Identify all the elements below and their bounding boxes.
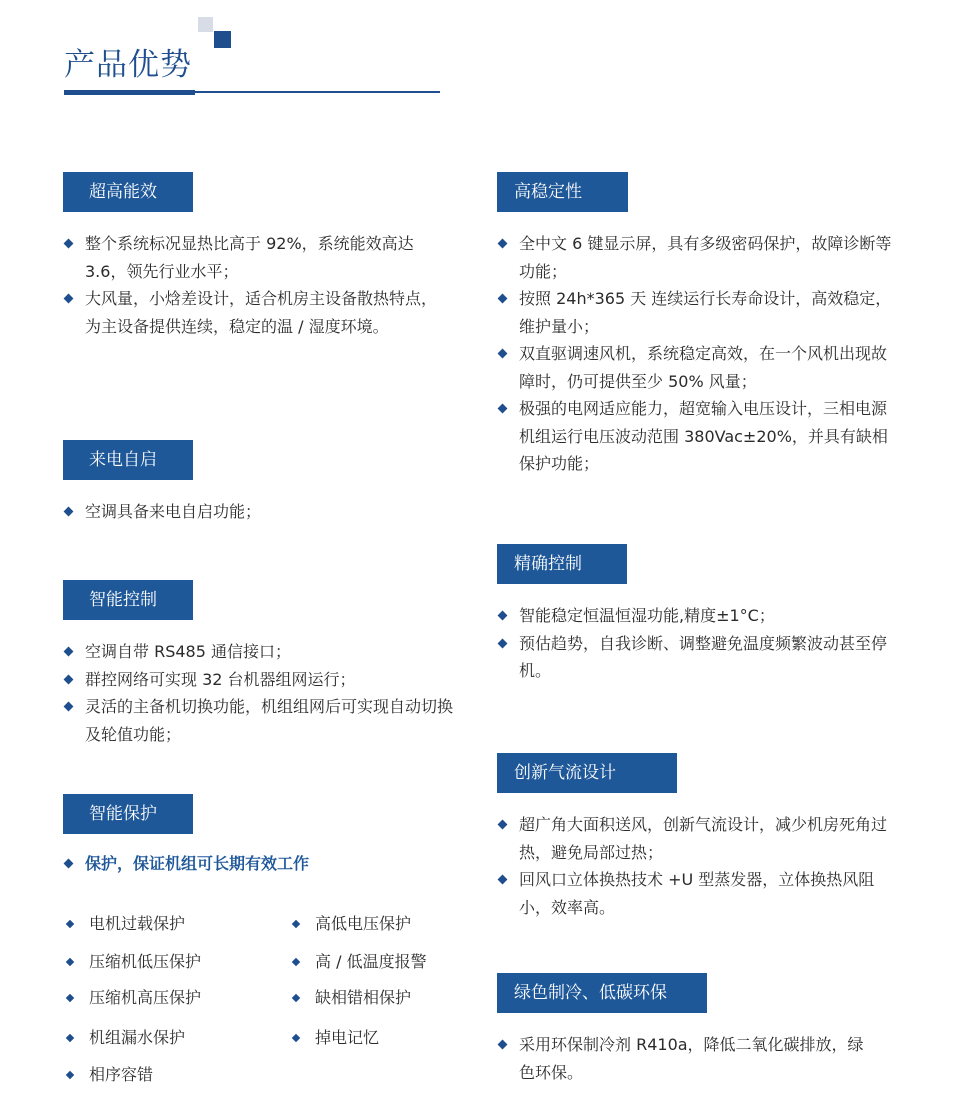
bullet-list	[63, 498, 448, 526]
list-item: 双直驱调速风机，系统稳定高效，在一个风机出现故障时，仍可提供至少 50% 风量；	[497, 340, 892, 395]
bullet-list	[63, 850, 463, 878]
protection-item: 高 / 低温度报警	[289, 951, 427, 973]
section-stability	[497, 172, 897, 478]
diamond-bullet-icon	[292, 958, 300, 966]
diamond-bullet-icon	[66, 1034, 74, 1042]
list-item: 整个系统标况显热比高于 92%，系统能效高达 3.6，领先行业水平；	[63, 230, 448, 285]
diamond-bullet-icon	[292, 994, 300, 1002]
protection-item: 电机过载保护	[63, 913, 185, 935]
list-item: 空调自带 RS485 通信接口；	[63, 638, 463, 666]
protection-item: 缺相错相保护	[289, 987, 411, 1009]
section-smart-control	[63, 580, 473, 748]
section-smart-protection	[63, 794, 473, 878]
list-item: 大风量，小焓差设计，适合机房主设备散热特点，为主设备提供连续，稳定的温 / 湿度环境。	[63, 285, 448, 340]
bullet-list	[497, 230, 892, 478]
bullet-list	[63, 638, 463, 748]
protection-item: 相序容错	[63, 1064, 153, 1086]
diamond-bullet-icon	[64, 859, 74, 869]
diamond-bullet-icon	[498, 820, 508, 830]
decor-square-dark	[214, 31, 231, 48]
diamond-bullet-icon	[64, 239, 74, 249]
list-item-lead: 保护，保证机组可长期有效工作	[63, 850, 463, 878]
list-item: 智能稳定恒温恒湿功能,精度±1°C；	[497, 602, 892, 630]
section-title: 精确控制	[497, 544, 627, 584]
diamond-bullet-icon	[498, 875, 508, 885]
list-item: 群控网络可实现 32 台机器组网运行；	[63, 666, 463, 694]
decor-square-light	[198, 17, 213, 32]
section-title: 高稳定性	[497, 172, 628, 212]
list-item: 采用环保制冷剂 R410a，降低二氧化碳排放，绿色环保。	[497, 1031, 867, 1086]
bullet-list	[63, 230, 448, 340]
diamond-bullet-icon	[64, 702, 74, 712]
diamond-bullet-icon	[498, 239, 508, 249]
diamond-bullet-icon	[64, 647, 74, 657]
section-airflow	[497, 753, 897, 921]
page-header	[0, 0, 460, 110]
list-item: 全中文 6 键显示屏，具有多级密码保护，故障诊断等功能；	[497, 230, 892, 285]
diamond-bullet-icon	[498, 349, 508, 359]
section-title: 绿色制冷、低碳环保	[497, 973, 707, 1013]
bullet-list	[497, 1031, 867, 1086]
protection-item: 高低电压保护	[289, 913, 411, 935]
section-title: 超高能效	[63, 172, 193, 212]
protection-item: 机组漏水保护	[63, 1027, 185, 1049]
section-green	[497, 973, 897, 1086]
section-title: 智能控制	[63, 580, 193, 620]
section-title: 智能保护	[63, 794, 193, 834]
diamond-bullet-icon	[498, 294, 508, 304]
protection-grid	[63, 913, 463, 1093]
diamond-bullet-icon	[292, 1034, 300, 1042]
diamond-bullet-icon	[64, 507, 74, 517]
section-precision	[497, 544, 897, 685]
page-title: 产品优势	[64, 47, 192, 83]
title-underline-accent	[64, 90, 195, 95]
section-title: 来电自启	[63, 440, 193, 480]
section-efficiency	[63, 172, 463, 340]
bullet-list	[497, 811, 892, 921]
diamond-bullet-icon	[498, 1040, 508, 1050]
list-item: 灵活的主备机切换功能，机组组网后可实现自动切换及轮值功能；	[63, 693, 463, 748]
list-item: 极强的电网适应能力，超宽输入电压设计，三相电源机组运行电压波动范围 380Vac±20%，并具有缺相保护功能；	[497, 395, 892, 478]
protection-item: 压缩机低压保护	[63, 951, 201, 973]
diamond-bullet-icon	[66, 920, 74, 928]
list-item: 空调具备来电自启功能；	[63, 498, 448, 526]
diamond-bullet-icon	[498, 638, 508, 648]
list-item: 按照 24h*365 天 连续运行长寿命设计，高效稳定，维护量小；	[497, 285, 892, 340]
diamond-bullet-icon	[292, 920, 300, 928]
bullet-list	[497, 602, 892, 685]
diamond-bullet-icon	[64, 294, 74, 304]
diamond-bullet-icon	[66, 994, 74, 1002]
list-item: 回风口立体换热技术 +U 型蒸发器，立体换热风阻小，效率高。	[497, 866, 892, 921]
list-item: 预估趋势，自我诊断、调整避免温度频繁波动甚至停机。	[497, 630, 892, 685]
diamond-bullet-icon	[498, 404, 508, 414]
protection-item: 压缩机高压保护	[63, 987, 201, 1009]
protection-item: 掉电记忆	[289, 1027, 379, 1049]
section-title: 创新气流设计	[497, 753, 677, 793]
diamond-bullet-icon	[66, 1071, 74, 1079]
diamond-bullet-icon	[66, 958, 74, 966]
section-auto-restart	[63, 440, 463, 526]
list-item: 超广角大面积送风，创新气流设计，减少机房死角过热，避免局部过热；	[497, 811, 892, 866]
diamond-bullet-icon	[64, 674, 74, 684]
diamond-bullet-icon	[498, 611, 508, 621]
